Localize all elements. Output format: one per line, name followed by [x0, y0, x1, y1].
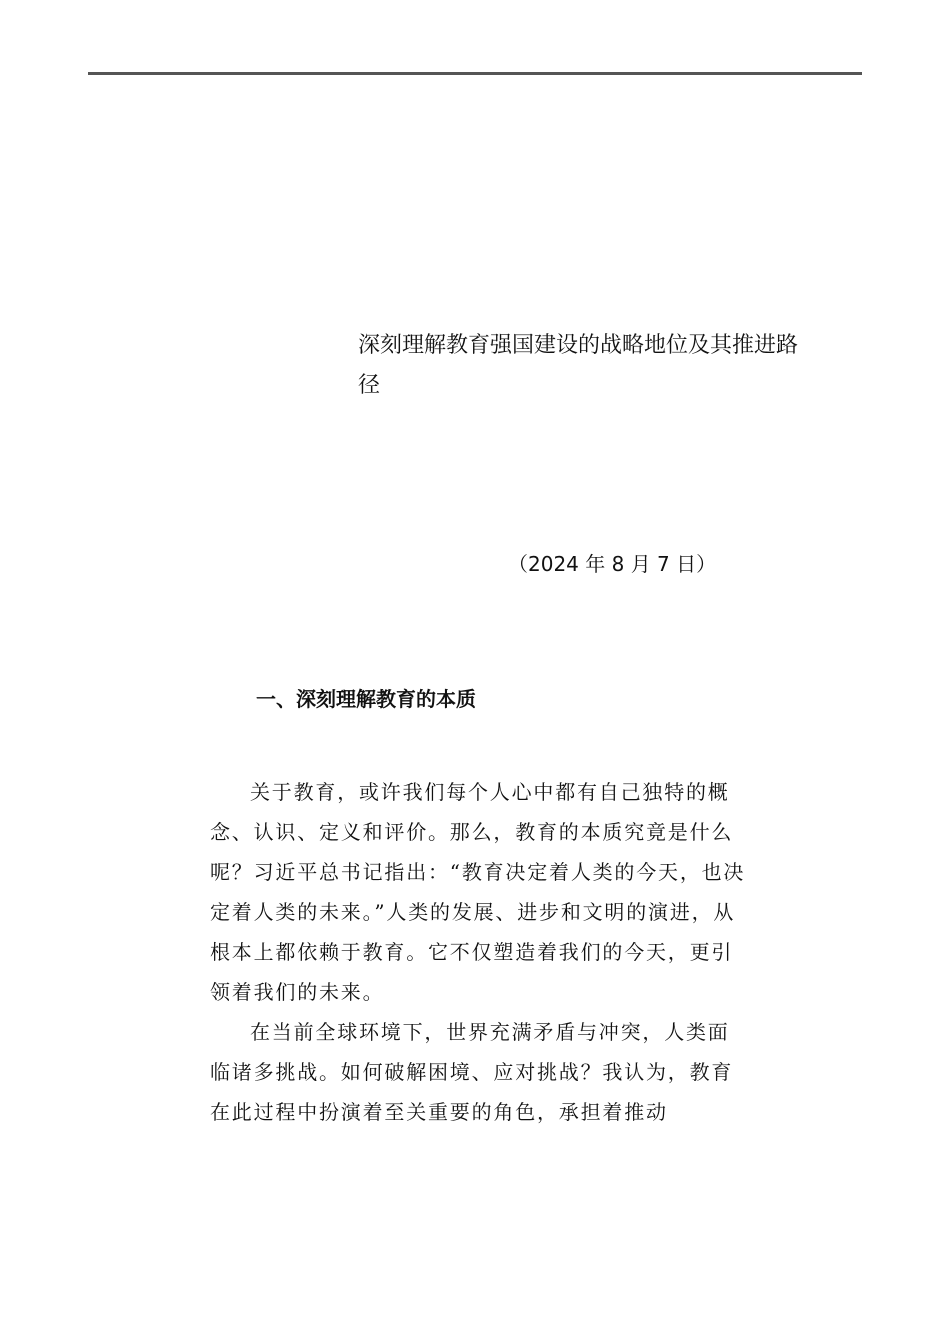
document-title: 深刻理解教育强国建设的战略地位及其推进路径: [358, 333, 799, 398]
header-rule: [88, 72, 862, 75]
paragraph: 关于教育，或许我们每个人心中都有自己独特的概念、认识、定义和评价。那么，教育的本质究竟是什么呢？习近平总书记指出：“教育决定着人类的今天，也决定着人类的未来。”人类的发展、进步和文明的演进，从根本上都依赖于教育。它不仅塑造着我们的今天，更引领着我们的未来。: [210, 780, 746, 1004]
document-date: （2024 年 8 月 7 日）: [508, 552, 717, 576]
section-heading: 一、深刻理解教育的本质: [256, 687, 476, 711]
body-text: [210, 772, 746, 1132]
paragraph: 在当前全球环境下，世界充满矛盾与冲突，人类面临诸多挑战。如何破解困境、应对挑战？我认为，教育在此过程中扮演着至关重要的角色，承担着推动: [210, 1020, 734, 1124]
